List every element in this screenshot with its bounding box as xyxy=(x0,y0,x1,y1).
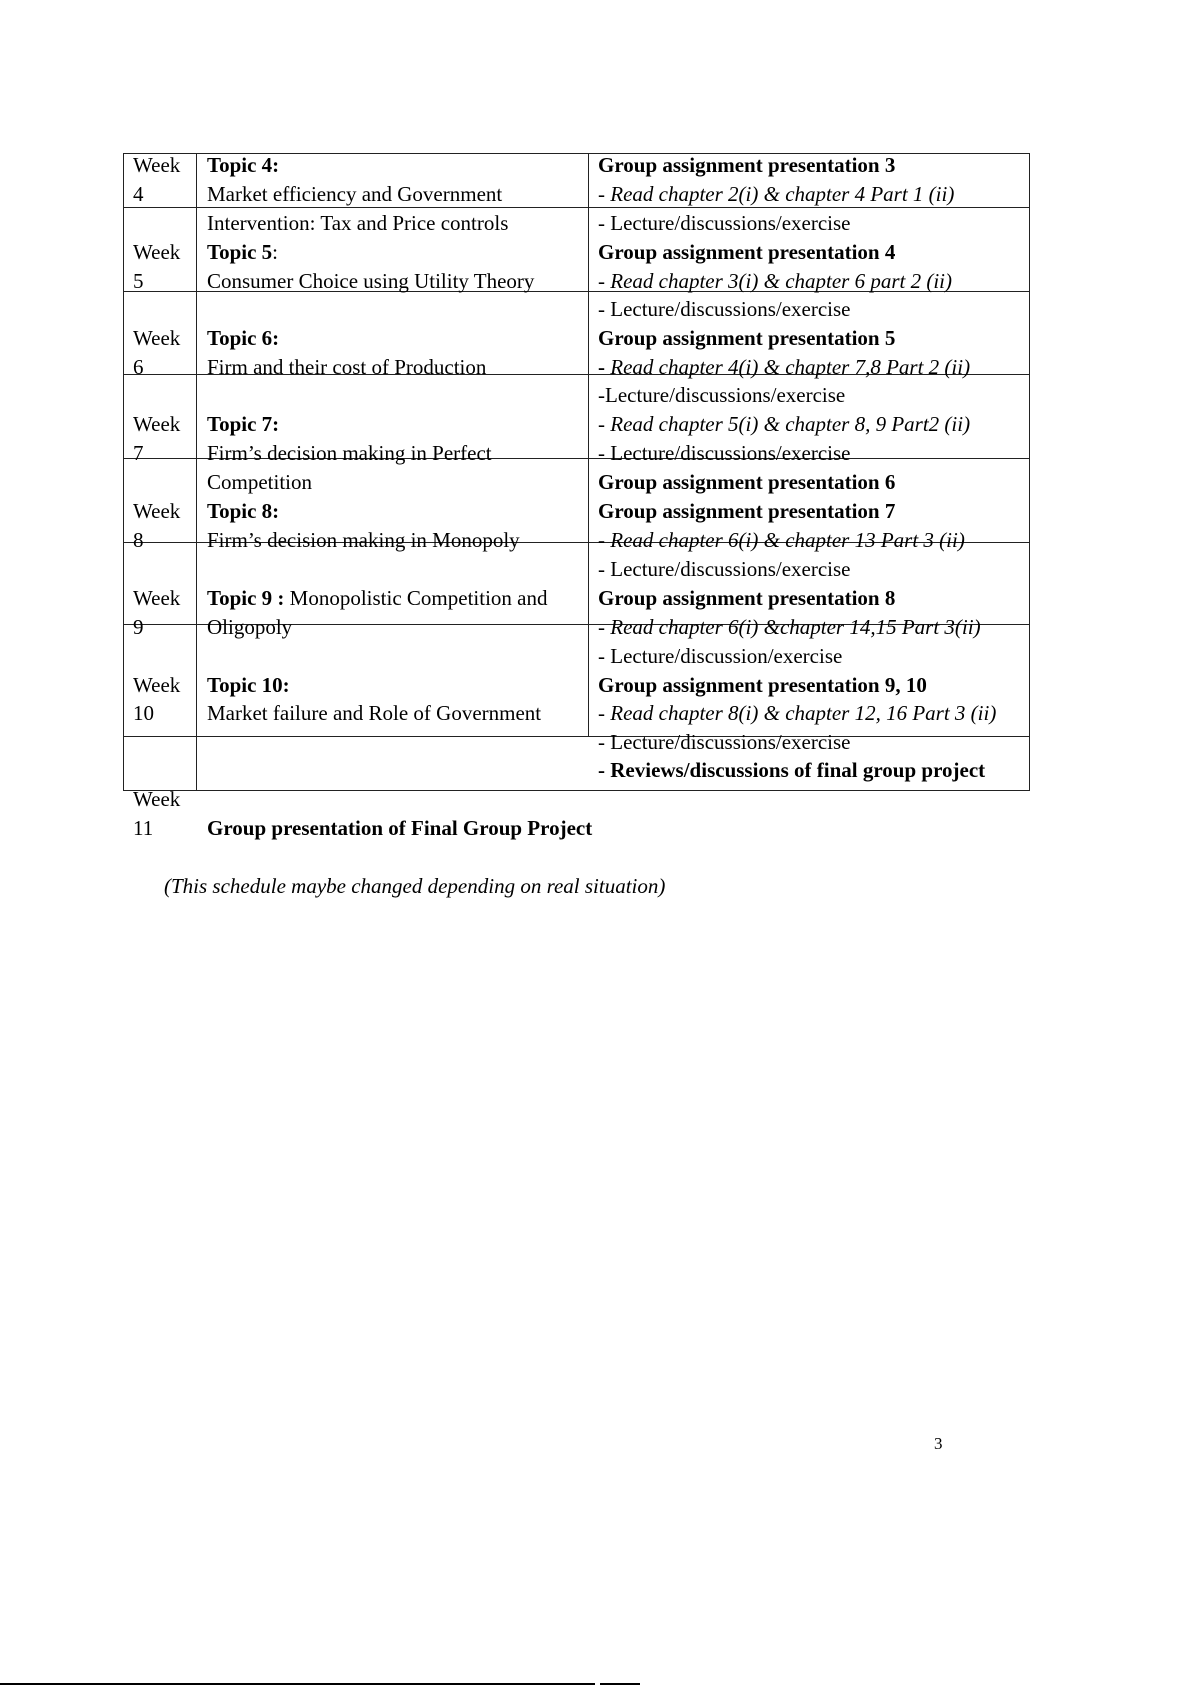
activity-reading: - Read chapter 2(i) & chapter 4 Part 1 (ii) xyxy=(598,182,955,206)
activity-reading xyxy=(598,526,965,555)
activity-reading xyxy=(598,353,970,382)
activity-reading-text: Read chapter 4(i) & chapter 7,8 Part 2 (ii) xyxy=(610,355,971,379)
activity-presentation: Group assignment presentation 7 xyxy=(598,499,896,523)
week11-activity: Group presentation of Final Group Project xyxy=(207,816,593,840)
activity-lecture: - Lecture/discussions/exercise xyxy=(598,297,851,321)
activity-lecture: -Lecture/discussions/exercise xyxy=(598,383,846,407)
topic-description: Firm and their cost of Production xyxy=(207,355,487,379)
topic-title-rest: Monopolistic Competition and xyxy=(284,586,548,610)
week-number: 9 xyxy=(133,615,144,639)
topic-title: Topic 6: xyxy=(207,326,280,350)
activity-reading-dash: - xyxy=(598,355,611,379)
week-number: 8 xyxy=(133,528,144,552)
activity-reading: - Read chapter 5(i) & chapter 8, 9 Part2 (ii) xyxy=(598,412,971,436)
week-label: Week xyxy=(133,240,181,264)
topic-title: Topic 7: xyxy=(207,412,280,436)
topic-description: Firm’s decision making in Perfect xyxy=(207,441,492,465)
schedule-note: (This schedule maybe changed depending on real situation) xyxy=(164,874,666,898)
week-number: 7 xyxy=(133,441,144,465)
week-label: Week xyxy=(133,412,181,436)
topic-title: Topic 8: xyxy=(207,499,280,523)
activity-reading: - Read chapter 6(i) &chapter 14,15 Part 3(ii) xyxy=(598,615,981,639)
table-border-left xyxy=(123,153,124,791)
topic-description: Firm’s decision making in Monopoly xyxy=(207,528,520,552)
table-row-divider xyxy=(123,736,1030,737)
activity-reading: - Read chapter 8(i) & chapter 12, 16 Part 3 (ii) xyxy=(598,701,997,725)
activity-presentation: Group assignment presentation 3 xyxy=(598,153,896,177)
week-label: Week xyxy=(133,787,181,811)
topic-title xyxy=(207,238,278,267)
table-border-bottom xyxy=(123,790,1030,791)
topic-title: Topic 10: xyxy=(207,673,290,697)
week-label: Week xyxy=(133,586,181,610)
activity-reading: - Read chapter 3(i) & chapter 6 part 2 (ii) xyxy=(598,269,953,293)
week-number: 5 xyxy=(133,269,144,293)
topic-title-text: Topic 5 xyxy=(207,240,273,264)
topic-description: Competition xyxy=(207,470,312,494)
week-number: 11 xyxy=(133,816,154,840)
topic-description: Consumer Choice using Utility Theory xyxy=(207,269,535,293)
topic-description: Market efficiency and Government xyxy=(207,182,503,206)
week-label: Week xyxy=(133,499,181,523)
topic-title-text: Topic 9 : xyxy=(207,586,285,610)
activity-lecture: - Lecture/discussions/exercise xyxy=(598,211,851,235)
activity-lecture: - Lecture/discussions/exercise xyxy=(598,441,851,465)
activity-lecture: - Lecture/discussions/exercise xyxy=(598,557,851,581)
activity-reading-dash: - xyxy=(598,528,611,552)
activity-lecture: - Lecture/discussions/exercise xyxy=(598,730,851,754)
activity-lecture: - Lecture/discussion/exercise xyxy=(598,644,843,668)
activity-review: - Reviews/discussions of final group project xyxy=(598,758,986,782)
activity-reading-text: Read chapter 6(i) & chapter 13 Part 3 (ii) xyxy=(610,528,965,552)
page-number: 3 xyxy=(934,1434,943,1453)
activity-presentation: Group assignment presentation 5 xyxy=(598,326,896,350)
activity-presentation: Group assignment presentation 9, 10 xyxy=(598,673,927,697)
week-label: Week xyxy=(133,326,181,350)
activity-presentation: Group assignment presentation 4 xyxy=(598,240,896,264)
week-label: Week xyxy=(133,673,181,697)
table-col-divider-week-topic xyxy=(196,153,197,791)
table-col-divider-topic-activity xyxy=(588,153,589,736)
topic-title-suffix: : xyxy=(272,240,279,264)
topic-description: Oligopoly xyxy=(207,615,293,639)
topic-description: Intervention: Tax and Price controls xyxy=(207,211,509,235)
week-label: Week xyxy=(133,153,181,177)
week-number: 10 xyxy=(133,701,154,725)
activity-presentation: Group assignment presentation 6 xyxy=(598,470,896,494)
topic-title xyxy=(207,584,548,613)
week-number: 4 xyxy=(133,182,144,206)
topic-title: Topic 4: xyxy=(207,153,280,177)
topic-description: Market failure and Role of Government xyxy=(207,701,542,725)
activity-presentation: Group assignment presentation 8 xyxy=(598,586,896,610)
week-number: 6 xyxy=(133,355,144,379)
table-border-right xyxy=(1029,153,1030,791)
